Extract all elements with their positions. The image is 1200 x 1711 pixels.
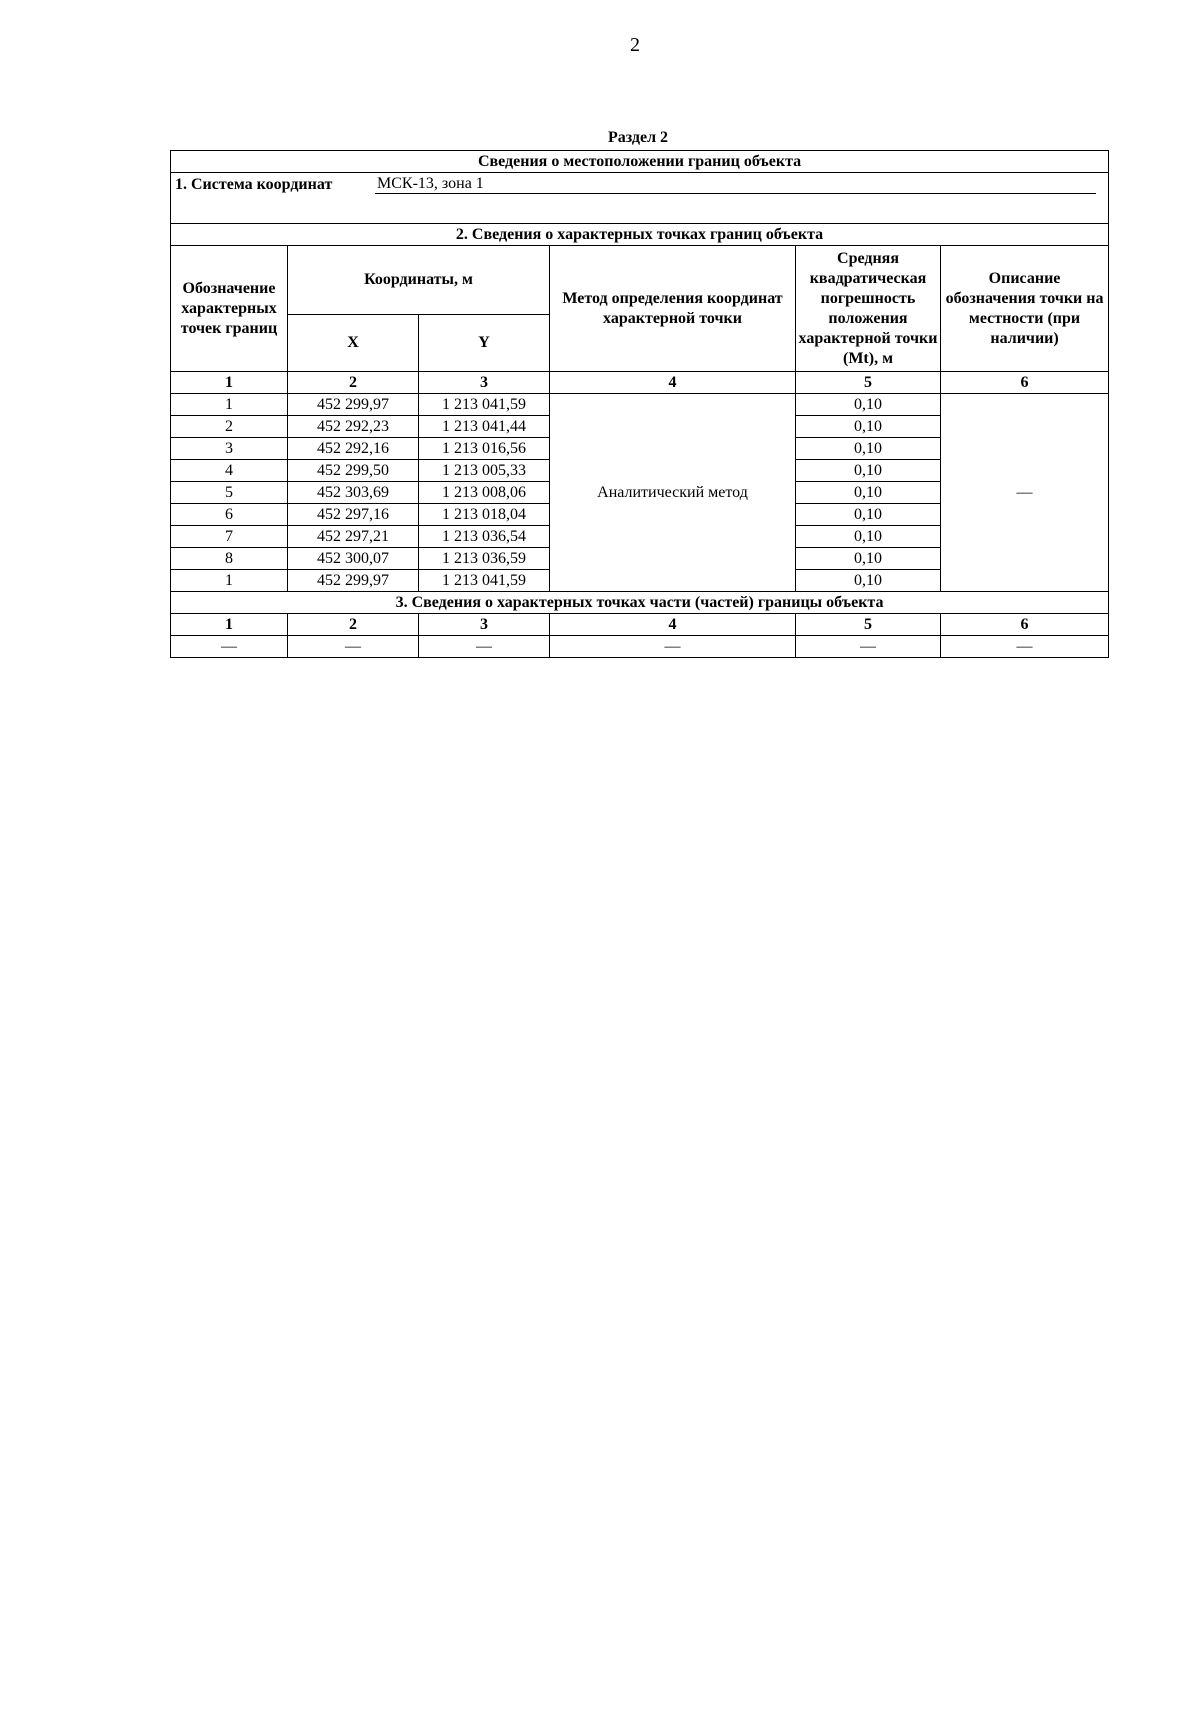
column-number: 3 [419, 614, 550, 636]
column-number: 1 [171, 372, 288, 394]
column-number: 2 [288, 372, 419, 394]
column-numbers-row [171, 372, 1109, 394]
point-x: 452 299,97 [288, 570, 419, 592]
coord-system-label: 1. Система координат [175, 176, 333, 193]
point-x: 452 299,50 [288, 460, 419, 482]
column-number: 5 [796, 614, 941, 636]
points-section-title-row [171, 224, 1109, 246]
points-section-title: 2. Сведения о характерных точках границ объекта [171, 224, 1109, 246]
point-x: 452 303,69 [288, 482, 419, 504]
col-mse: Средняя квадратическая погрешность положения характерной точки (Mt), м [796, 246, 941, 372]
point-number: 1 [171, 570, 288, 592]
point-mt: 0,10 [796, 460, 941, 482]
point-mt: 0,10 [796, 504, 941, 526]
point-y: 1 213 041,59 [419, 394, 550, 416]
parts-cell: — [171, 636, 288, 658]
point-mt: 0,10 [796, 526, 941, 548]
point-y: 1 213 036,54 [419, 526, 550, 548]
point-y: 1 213 016,56 [419, 438, 550, 460]
col-method: Метод определения координат характерной точки [550, 246, 796, 372]
point-y: 1 213 008,06 [419, 482, 550, 504]
point-mt: 0,10 [796, 570, 941, 592]
col-y: Y [419, 315, 550, 372]
point-x: 452 297,16 [288, 504, 419, 526]
point-y: 1 213 005,33 [419, 460, 550, 482]
point-y: 1 213 041,44 [419, 416, 550, 438]
point-number: 3 [171, 438, 288, 460]
column-number: 1 [171, 614, 288, 636]
col-x: X [288, 315, 419, 372]
page-number: 2 [630, 34, 640, 56]
table-header: Сведения о местоположении границ объекта [171, 151, 1109, 173]
parts-column-numbers-row [171, 614, 1109, 636]
point-number: 6 [171, 504, 288, 526]
point-x: 452 297,21 [288, 526, 419, 548]
section-title: Раздел 2 [607, 129, 669, 146]
point-number: 7 [171, 526, 288, 548]
point-number: 5 [171, 482, 288, 504]
point-number: 8 [171, 548, 288, 570]
point-mt: 0,10 [796, 438, 941, 460]
column-number: 5 [796, 372, 941, 394]
point-x: 452 292,16 [288, 438, 419, 460]
col-coords: Координаты, м [288, 246, 550, 315]
point-x: 452 299,97 [288, 394, 419, 416]
point-mt: 0,10 [796, 548, 941, 570]
parts-cell: — [550, 636, 796, 658]
point-number: 2 [171, 416, 288, 438]
column-number: 2 [288, 614, 419, 636]
point-mt: 0,10 [796, 394, 941, 416]
point-x: 452 300,07 [288, 548, 419, 570]
column-number: 4 [550, 372, 796, 394]
parts-cell: — [941, 636, 1109, 658]
point-mt: 0,10 [796, 416, 941, 438]
table-header-row [171, 151, 1109, 173]
description-value: — [941, 394, 1109, 592]
point-y: 1 213 018,04 [419, 504, 550, 526]
parts-section-title: 3. Сведения о характерных точках части (частей) границы объекта [171, 592, 1109, 614]
coord-system-value: МСК-13, зона 1 [375, 175, 1096, 194]
parts-cell: — [419, 636, 550, 658]
column-number: 6 [941, 614, 1109, 636]
table-row [171, 636, 1109, 658]
point-mt: 0,10 [796, 482, 941, 504]
boundary-table [170, 150, 1109, 658]
col-description: Описание обозначения точки на местности (при наличии) [941, 246, 1109, 372]
column-header-row-1 [171, 246, 1109, 315]
parts-cell: — [288, 636, 419, 658]
table-row [171, 394, 1109, 416]
point-number: 4 [171, 460, 288, 482]
point-y: 1 213 036,59 [419, 548, 550, 570]
column-number: 3 [419, 372, 550, 394]
point-number: 1 [171, 394, 288, 416]
coord-system [173, 175, 1106, 194]
coord-system-row [171, 173, 1109, 224]
method-value: Аналитический метод [550, 394, 796, 592]
parts-section-title-row [171, 592, 1109, 614]
column-number: 6 [941, 372, 1109, 394]
point-x: 452 292,23 [288, 416, 419, 438]
col-designation: Обозначение характерных точек границ [171, 246, 288, 372]
point-y: 1 213 041,59 [419, 570, 550, 592]
parts-cell: — [796, 636, 941, 658]
column-number: 4 [550, 614, 796, 636]
